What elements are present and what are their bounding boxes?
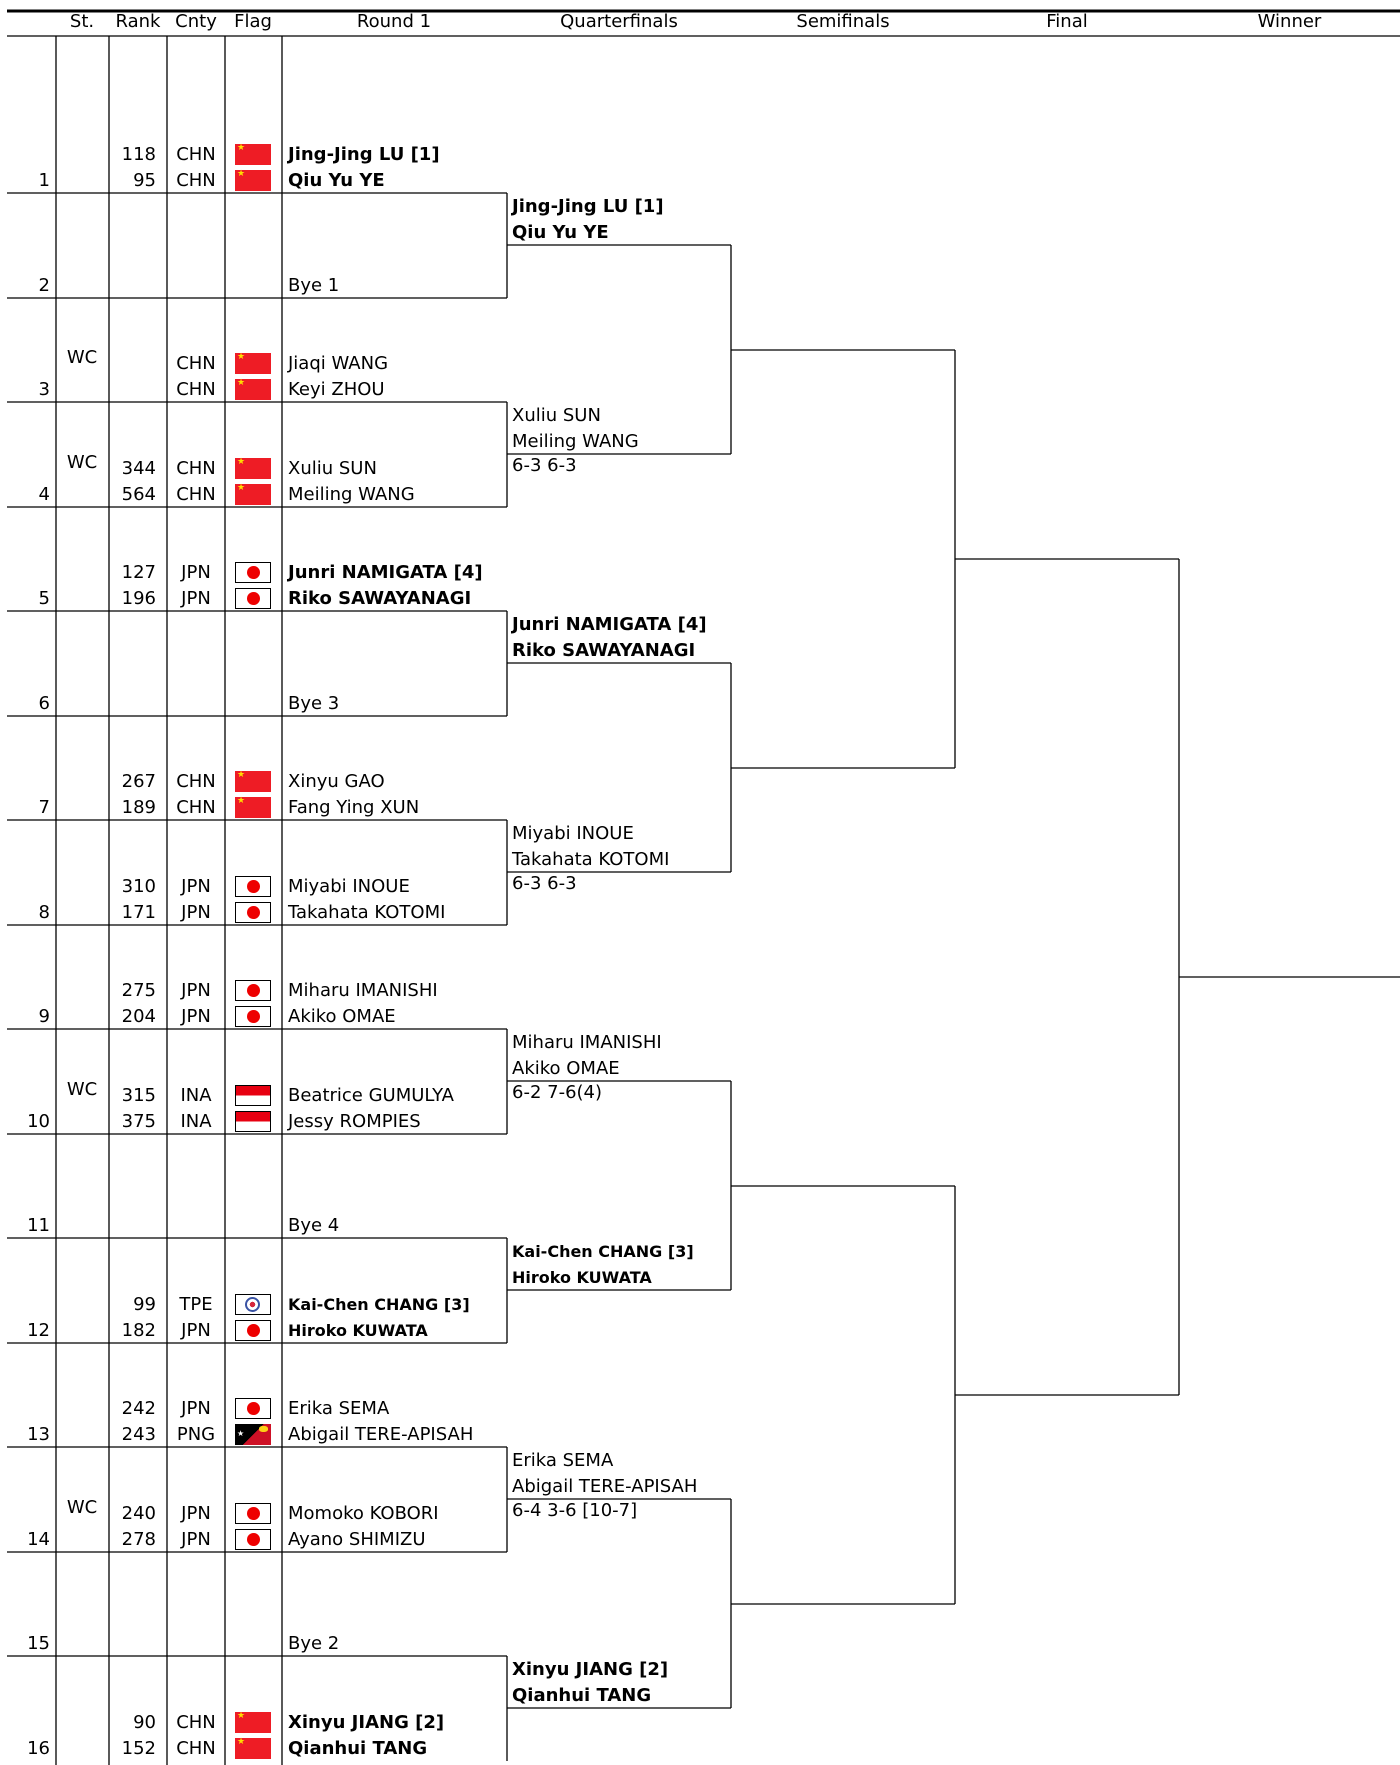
- entry-status: WC: [66, 347, 98, 368]
- country-code: CHN: [176, 484, 216, 505]
- header-rank: Rank: [115, 11, 161, 32]
- header-quarterfinals: Quarterfinals: [560, 11, 678, 32]
- player-name: Bye 4: [288, 1215, 340, 1236]
- draw-position: 6: [38, 693, 50, 714]
- country-code: CHN: [176, 1712, 216, 1733]
- flag-icon: [235, 1738, 271, 1759]
- flag-icon: [235, 144, 271, 165]
- country-code: TPE: [179, 1294, 213, 1315]
- rank-value: 375: [121, 1111, 156, 1132]
- flag-icon: [235, 1398, 271, 1419]
- rank-value: 240: [121, 1503, 156, 1524]
- flag-icon: [235, 1006, 271, 1027]
- header-semifinals: Semifinals: [796, 11, 890, 32]
- flag-icon: [235, 170, 271, 191]
- flag-icon: [235, 771, 271, 792]
- rank-value: 152: [121, 1738, 156, 1759]
- country-code: JPN: [181, 1529, 211, 1550]
- player-name: Junri NAMIGATA [4]: [512, 614, 707, 635]
- match-score: 6-4 3-6 [10-7]: [512, 1500, 638, 1521]
- draw-position: 12: [27, 1320, 50, 1341]
- country-code: CHN: [176, 353, 216, 374]
- player-name: Kai-Chen CHANG [3]: [512, 1242, 694, 1261]
- country-code: JPN: [181, 980, 211, 1001]
- header-final: Final: [1046, 11, 1088, 32]
- header-country: Cnty: [175, 11, 217, 32]
- player-name: Hiroko KUWATA: [512, 1268, 652, 1287]
- player-name: Ayano SHIMIZU: [288, 1529, 426, 1550]
- player-name: Momoko KOBORI: [288, 1503, 439, 1524]
- flag-icon: [235, 353, 271, 374]
- draw-position: 7: [38, 797, 50, 818]
- country-code: JPN: [181, 1006, 211, 1027]
- player-name: Xinyu JIANG [2]: [288, 1712, 445, 1733]
- player-name: Beatrice GUMULYA: [288, 1085, 454, 1106]
- flag-icon: [235, 980, 271, 1001]
- player-name: Meiling WANG: [512, 431, 639, 452]
- country-code: JPN: [181, 1320, 211, 1341]
- rank-value: 182: [121, 1320, 156, 1341]
- country-code: JPN: [181, 876, 211, 897]
- player-name: Akiko OMAE: [512, 1058, 620, 1079]
- player-name: Bye 2: [288, 1633, 340, 1654]
- rank-value: 278: [121, 1529, 156, 1550]
- rank-value: 275: [121, 980, 156, 1001]
- player-name: Erika SEMA: [288, 1398, 390, 1419]
- player-name: Bye 1: [288, 275, 340, 296]
- flag-icon: [235, 902, 271, 923]
- country-code: CHN: [176, 379, 216, 400]
- match-score: 6-2 7-6(4): [512, 1082, 603, 1103]
- player-name: Bye 3: [288, 693, 340, 714]
- player-name: Abigail TERE-APISAH: [512, 1476, 698, 1497]
- flag-icon: [235, 1111, 271, 1132]
- country-code: CHN: [176, 1738, 216, 1759]
- player-name: Xinyu JIANG [2]: [512, 1659, 669, 1680]
- entry-status: WC: [66, 1079, 98, 1100]
- rank-value: 99: [133, 1294, 156, 1315]
- draw-position: 9: [38, 1006, 50, 1027]
- rank-value: 118: [121, 144, 156, 165]
- flag-icon: [235, 1424, 271, 1445]
- flag-icon: [235, 1320, 271, 1341]
- flag-icon: [235, 588, 271, 609]
- entry-status: WC: [66, 452, 98, 473]
- rank-value: 564: [121, 484, 156, 505]
- rank-value: 196: [121, 588, 156, 609]
- draw-position: 10: [27, 1111, 50, 1132]
- draw-position: 15: [27, 1633, 50, 1654]
- draw-position: 16: [27, 1738, 50, 1759]
- player-name: Keyi ZHOU: [288, 379, 385, 400]
- player-name: Junri NAMIGATA [4]: [288, 562, 483, 583]
- country-code: CHN: [176, 771, 216, 792]
- flag-icon: [235, 1712, 271, 1733]
- country-code: JPN: [181, 562, 211, 583]
- player-name: Xuliu SUN: [512, 405, 601, 426]
- rank-value: 171: [121, 902, 156, 923]
- flag-icon: [235, 562, 271, 583]
- match-score: 6-3 6-3: [512, 455, 577, 476]
- header-round1: Round 1: [356, 11, 432, 32]
- country-code: CHN: [176, 144, 216, 165]
- country-code: CHN: [176, 458, 216, 479]
- player-name: Miyabi INOUE: [512, 823, 634, 844]
- draw-position: 4: [38, 484, 50, 505]
- header-winner: Winner: [1257, 11, 1322, 32]
- draw-position: 2: [38, 275, 50, 296]
- player-name: Miyabi INOUE: [288, 876, 410, 897]
- country-code: CHN: [176, 797, 216, 818]
- draw-position: 14: [27, 1529, 50, 1550]
- rank-value: 95: [133, 170, 156, 191]
- player-name: Takahata KOTOMI: [288, 902, 446, 923]
- flag-icon: [235, 379, 271, 400]
- header-seed-status: St.: [69, 11, 95, 32]
- flag-icon: [235, 484, 271, 505]
- player-name: Xuliu SUN: [288, 458, 377, 479]
- player-name: Kai-Chen CHANG [3]: [288, 1295, 470, 1314]
- draw-position: 8: [38, 902, 50, 923]
- player-name: Meiling WANG: [288, 484, 415, 505]
- rank-value: 243: [121, 1424, 156, 1445]
- player-name: Jing-Jing LU [1]: [288, 144, 440, 165]
- rank-value: 315: [121, 1085, 156, 1106]
- country-code: PNG: [176, 1424, 216, 1445]
- flag-icon: [235, 1294, 271, 1315]
- rank-value: 204: [121, 1006, 156, 1027]
- rank-value: 310: [121, 876, 156, 897]
- flag-icon: [235, 1085, 271, 1106]
- flag-icon: [235, 458, 271, 479]
- player-name: Jing-Jing LU [1]: [512, 196, 664, 217]
- flag-icon: [235, 1529, 271, 1550]
- player-name: Hiroko KUWATA: [288, 1321, 428, 1340]
- player-name: Qianhui TANG: [512, 1685, 652, 1706]
- rank-value: 90: [133, 1712, 156, 1733]
- draw-position: 1: [38, 170, 50, 191]
- player-name: Takahata KOTOMI: [512, 849, 670, 870]
- draw-position: 13: [27, 1424, 50, 1445]
- country-code: JPN: [181, 902, 211, 923]
- draw-position: 5: [38, 588, 50, 609]
- rank-value: 127: [121, 562, 156, 583]
- country-code: JPN: [181, 588, 211, 609]
- player-name: Riko SAWAYANAGI: [512, 640, 696, 661]
- country-code: INA: [180, 1085, 212, 1106]
- country-code: INA: [180, 1111, 212, 1132]
- player-name: Abigail TERE-APISAH: [288, 1424, 474, 1445]
- player-name: Erika SEMA: [512, 1450, 614, 1471]
- player-name: Qianhui TANG: [288, 1738, 428, 1759]
- player-name: Fang Ying XUN: [288, 797, 420, 818]
- country-code: JPN: [181, 1398, 211, 1419]
- player-name: Jessy ROMPIES: [288, 1111, 421, 1132]
- player-name: Qiu Yu YE: [288, 170, 385, 191]
- player-name: Riko SAWAYANAGI: [288, 588, 472, 609]
- player-name: Miharu IMANISHI: [288, 980, 438, 1001]
- draw-position: 11: [27, 1215, 50, 1236]
- player-name: Miharu IMANISHI: [512, 1032, 662, 1053]
- rank-value: 242: [121, 1398, 156, 1419]
- player-name: Akiko OMAE: [288, 1006, 396, 1027]
- rank-value: 189: [121, 797, 156, 818]
- country-code: CHN: [176, 170, 216, 191]
- flag-icon: [235, 797, 271, 818]
- match-score: 6-3 6-3: [512, 873, 577, 894]
- draw-position: 3: [38, 379, 50, 400]
- player-name: Xinyu GAO: [288, 771, 385, 792]
- entry-status: WC: [66, 1497, 98, 1518]
- country-code: JPN: [181, 1503, 211, 1524]
- flag-icon: [235, 876, 271, 897]
- rank-value: 267: [121, 771, 156, 792]
- rank-value: 344: [121, 458, 156, 479]
- header-flag: Flag: [234, 11, 272, 32]
- player-name: Qiu Yu YE: [512, 222, 609, 243]
- player-name: Jiaqi WANG: [288, 353, 389, 374]
- flag-icon: [235, 1503, 271, 1524]
